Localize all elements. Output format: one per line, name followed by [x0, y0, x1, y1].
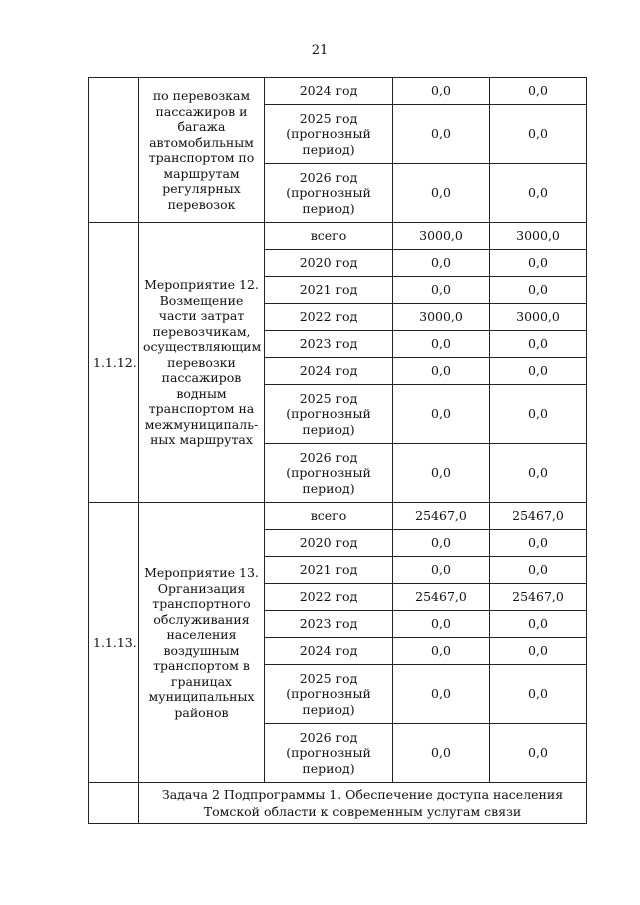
value-cell: 25467,0	[393, 584, 490, 611]
value-cell: 0,0	[393, 250, 490, 277]
measure-name-cell: Мероприятие 13. Организация транспортного обслуживания населения воздушным транспортом в границах муниципальных районов	[139, 503, 265, 783]
year-cell: 2026 год (прогнозный период)	[265, 164, 393, 223]
year-cell: 2021 год	[265, 277, 393, 304]
value-cell: 25467,0	[490, 503, 587, 530]
value-cell: 0,0	[393, 665, 490, 724]
year-cell: всего	[265, 223, 393, 250]
year-cell: 2025 год (прогнозный период)	[265, 385, 393, 444]
value-cell: 0,0	[490, 611, 587, 638]
year-cell: 2022 год	[265, 304, 393, 331]
year-cell: 2024 год	[265, 638, 393, 665]
value-cell: 0,0	[393, 78, 490, 105]
value-cell: 0,0	[490, 444, 587, 503]
measure-number-cell: 1.1.12.	[89, 223, 139, 503]
year-cell: 2025 год (прогнозный период)	[265, 665, 393, 724]
value-cell: 0,0	[490, 724, 587, 783]
value-cell: 0,0	[490, 78, 587, 105]
year-cell: 2026 год (прогнозный период)	[265, 724, 393, 783]
value-cell: 3000,0	[490, 304, 587, 331]
value-cell: 0,0	[490, 358, 587, 385]
year-cell: 2024 год	[265, 358, 393, 385]
task-row	[89, 783, 587, 824]
value-cell: 0,0	[393, 530, 490, 557]
table-row	[89, 223, 587, 250]
value-cell: 0,0	[393, 611, 490, 638]
table-row	[89, 503, 587, 530]
value-cell: 25467,0	[393, 503, 490, 530]
value-cell: 0,0	[490, 557, 587, 584]
value-cell: 0,0	[490, 277, 587, 304]
measure-name-cell: по перевозкам пассажиров и багажа автомобильным транспортом по маршрутам регулярных перевозок	[139, 78, 265, 223]
value-cell: 0,0	[490, 665, 587, 724]
value-cell: 0,0	[490, 250, 587, 277]
value-cell: 0,0	[490, 164, 587, 223]
value-cell: 0,0	[393, 557, 490, 584]
value-cell: 0,0	[393, 331, 490, 358]
measure-number-cell	[89, 78, 139, 223]
year-cell: 2020 год	[265, 530, 393, 557]
value-cell: 0,0	[393, 105, 490, 164]
page-number: 21	[311, 43, 329, 58]
year-cell: 2023 год	[265, 331, 393, 358]
value-cell: 0,0	[490, 105, 587, 164]
year-cell: всего	[265, 503, 393, 530]
value-cell: 0,0	[490, 638, 587, 665]
value-cell: 0,0	[393, 444, 490, 503]
value-cell: 0,0	[393, 638, 490, 665]
value-cell: 0,0	[490, 331, 587, 358]
value-cell: 0,0	[490, 385, 587, 444]
year-cell: 2025 год (прогнозный период)	[265, 105, 393, 164]
value-cell: 3000,0	[393, 304, 490, 331]
measure-name-cell: Мероприятие 12. Возмещение части затрат перевозчикам, осуществляющим перевозки пассажиров водным транспортом на межмуниципаль-ных маршрутах	[139, 223, 265, 503]
value-cell: 0,0	[393, 164, 490, 223]
task-number-cell	[89, 783, 139, 824]
year-cell: 2026 год (прогнозный период)	[265, 444, 393, 503]
year-cell: 2021 год	[265, 557, 393, 584]
budget-table	[88, 77, 587, 824]
table-row	[89, 78, 587, 105]
year-cell: 2023 год	[265, 611, 393, 638]
value-cell: 0,0	[490, 530, 587, 557]
year-cell: 2024 год	[265, 78, 393, 105]
year-cell: 2022 год	[265, 584, 393, 611]
value-cell: 0,0	[393, 724, 490, 783]
value-cell: 0,0	[393, 385, 490, 444]
measure-number-cell: 1.1.13.	[89, 503, 139, 783]
value-cell: 3000,0	[490, 223, 587, 250]
value-cell: 25467,0	[490, 584, 587, 611]
value-cell: 0,0	[393, 358, 490, 385]
year-cell: 2020 год	[265, 250, 393, 277]
task-heading: Задача 2 Подпрограммы 1. Обеспечение доступа населения Томской области к современным услугам связи	[139, 783, 587, 824]
value-cell: 3000,0	[393, 223, 490, 250]
value-cell: 0,0	[393, 277, 490, 304]
